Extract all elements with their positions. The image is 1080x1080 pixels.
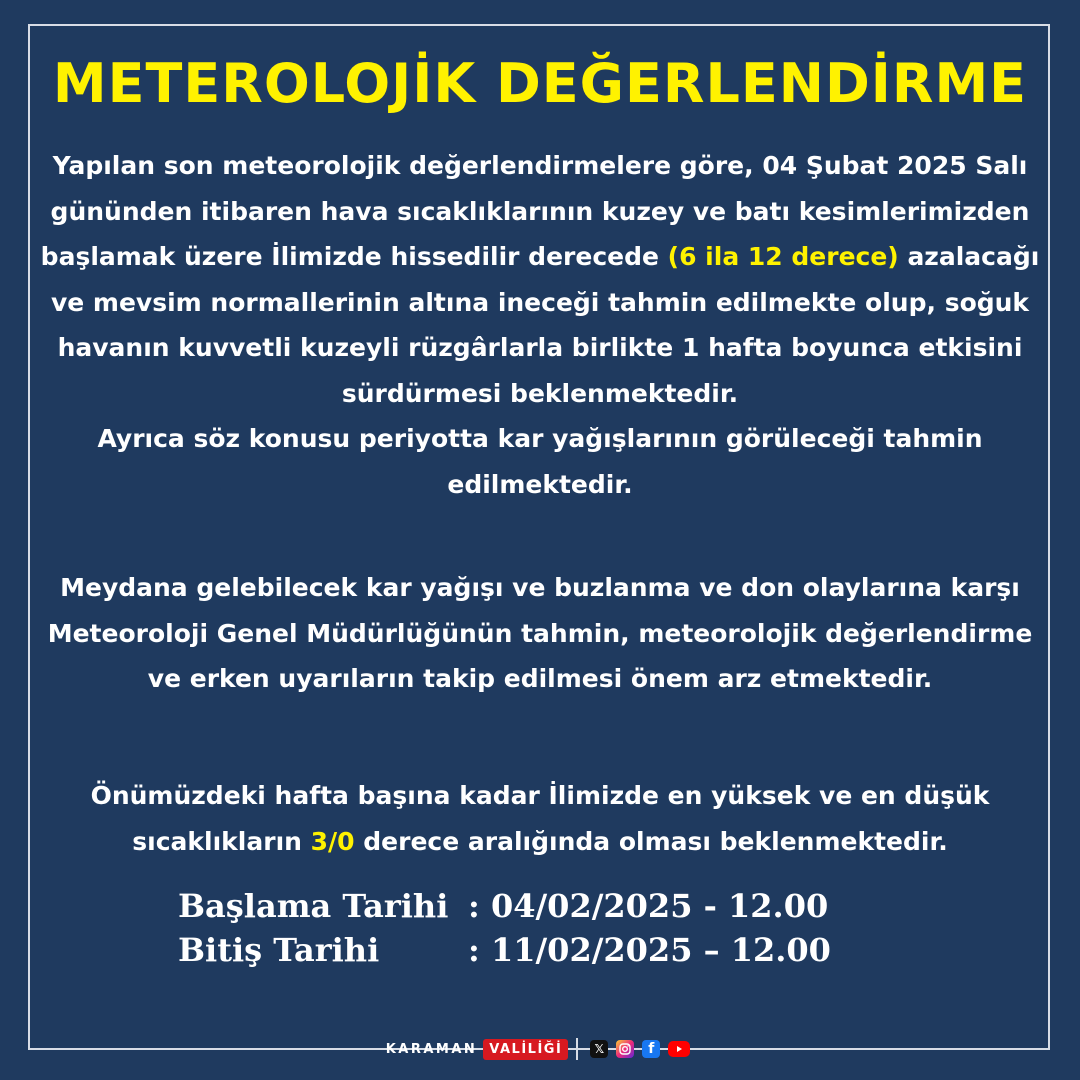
footer xyxy=(0,1037,1080,1061)
end-date-value: : 11/02/2025 – 12.00 xyxy=(468,931,831,969)
paragraph-forecast-lead: Yapılan son meteorolojik değerlendirmelere göre, 04 Şubat 2025 Salı gününden itibaren hava sıcaklıklarının kuzey ve batı kesimlerimizden başlamak üzere İlimizde hissedilir derecede xyxy=(40,151,1030,271)
start-date-value: : 04/02/2025 - 12.00 xyxy=(468,887,829,925)
paragraph-range-tail: derece aralığında olması beklenmektedir. xyxy=(354,826,948,856)
end-date-row xyxy=(178,928,831,972)
start-date-row xyxy=(178,884,831,928)
temperature-range-highlight: 3/0 xyxy=(310,826,355,856)
paragraph-snow-note: Ayrıca söz konusu periyotta kar yağışlarının görüleceği tahmin edilmektedir. xyxy=(97,424,983,499)
paragraph-warning: Meydana gelebilecek kar yağışı ve buzlanma ve don olaylarına karşı Meteoroloji Genel Müdürlüğünün tahmin, meteorolojik değerlendirme ve erken uyarıların takip edilmesi önem arz etmektedir. xyxy=(47,573,1033,693)
start-date-label: Başlama Tarihi xyxy=(178,887,449,925)
paragraph-forecast xyxy=(40,143,1040,507)
instagram-icon[interactable] xyxy=(616,1040,634,1058)
footer-brand: KARAMAN xyxy=(385,1041,478,1057)
x-icon[interactable]: 𝕏 xyxy=(590,1040,608,1058)
footer-separator xyxy=(576,1038,578,1060)
page-title: METEROLOJİK DEĞERLENDİRME xyxy=(52,52,1028,115)
temperature-drop-highlight: (6 ila 12 derece) xyxy=(667,242,899,271)
footer-divider-left xyxy=(292,1048,372,1050)
date-block xyxy=(178,884,831,972)
end-date-label: Bitiş Tarihi xyxy=(178,931,380,969)
paragraph-temperature-range xyxy=(40,773,1040,864)
facebook-icon[interactable]: f xyxy=(642,1040,660,1058)
paragraph-forecast-tail: azalacağı ve mevsim normallerinin altına ineceği tahmin edilmekte olup, soğuk havanın kuvvetli kuzeyli rüzgârlarla birlikte 1 hafta boyunca etkisini sürdürmesi beklenmektedir. xyxy=(50,242,1040,408)
footer-badge: VALİLİĞİ xyxy=(483,1039,568,1060)
paragraph-range-lead: Önümüzdeki hafta başına kadar İlimizde en yüksek ve en düşük sıcaklıkların xyxy=(90,781,990,856)
footer-divider-right xyxy=(708,1048,788,1050)
youtube-icon[interactable] xyxy=(668,1041,690,1057)
